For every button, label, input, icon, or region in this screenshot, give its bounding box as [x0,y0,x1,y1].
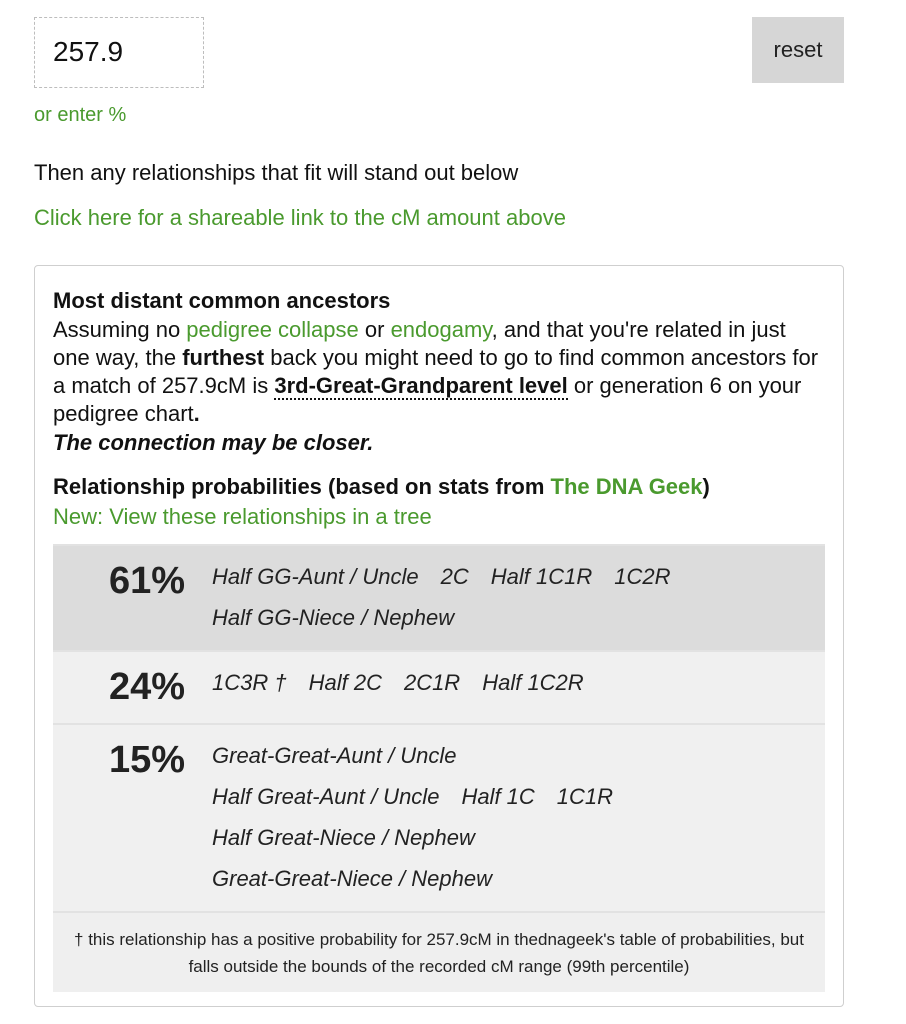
para-text-b: or [358,317,391,342]
panel-heading: Most distant common ancestors [53,288,391,313]
probabilities-heading [53,472,825,502]
relationship-item: Half 1C2R [482,670,584,695]
endogamy-link[interactable]: endogamy [390,317,492,342]
relationship-list [211,545,825,651]
footnote: † this relationship has a positive probability for 257.9cM in thednageek's table of probabilities, but falls outside the bounds of the recorded cM range (99th percentile) [53,911,825,992]
cm-input[interactable]: 257.9 [34,17,204,88]
probability-row [53,724,825,911]
relationship-item: Half Great-Niece / Nephew [212,825,475,850]
para-text-d: back you might need to go to find common ancestors for a match of 257.9cM is [53,345,819,398]
share-link[interactable]: Click here for a shareable link to the cM amount above [34,205,566,230]
para-text-a: Assuming no [53,317,187,342]
relationship-item: Half 2C [308,670,382,695]
relationship-item: Half GG-Aunt / Uncle [212,564,419,589]
probability-row [53,545,825,651]
probability-percent: 15% [108,739,185,781]
closer-note: The connection may be closer. [53,430,374,455]
relationship-item: Great-Great-Aunt / Uncle [212,743,457,768]
reset-button[interactable]: reset [752,17,844,83]
para-period: . [193,401,200,426]
probability-table [53,544,825,911]
relationship-item: Half GG-Niece / Nephew [212,605,455,630]
para-text-c: , and that you're related in just one way, the [53,317,786,370]
probability-row [53,651,825,724]
relationship-item: 1C1R [556,784,614,809]
relationship-item: Half 1C [461,784,535,809]
results-panel [34,265,844,1007]
relationship-item: Great-Great-Niece / Nephew [212,866,492,891]
instructions-text: Then any relationships that fit will stand out below [34,160,519,185]
para-text-e: or generation 6 on your pedigree chart [53,373,802,426]
prob-heading-text-b: ) [702,474,710,499]
relationship-item: 2C1R [403,670,461,695]
ancestor-level: 3rd-Great-Grandparent level [274,373,568,398]
enter-percent-link[interactable]: or enter % [34,104,127,126]
prob-heading-text-a: Relationship probabilities (based on stats from [53,474,551,499]
relationship-item: 1C3R † [212,670,287,695]
furthest-emphasis: furthest [182,345,265,370]
probability-percent: 61% [108,560,185,602]
pedigree-collapse-link[interactable]: pedigree collapse [186,317,359,342]
dna-geek-link[interactable]: The DNA Geek [550,474,703,499]
relationship-list [211,724,825,911]
view-tree-link[interactable]: New: View these relationships in a tree [53,504,432,529]
relationship-item: Half 1C1R [490,564,593,589]
relationship-item: 2C [440,564,469,589]
ancestor-explanation [53,316,825,428]
relationship-item: Half Great-Aunt / Uncle [212,784,440,809]
relationship-item: 1C2R [614,564,671,589]
relationship-list [211,651,825,724]
probability-percent: 24% [108,666,185,708]
